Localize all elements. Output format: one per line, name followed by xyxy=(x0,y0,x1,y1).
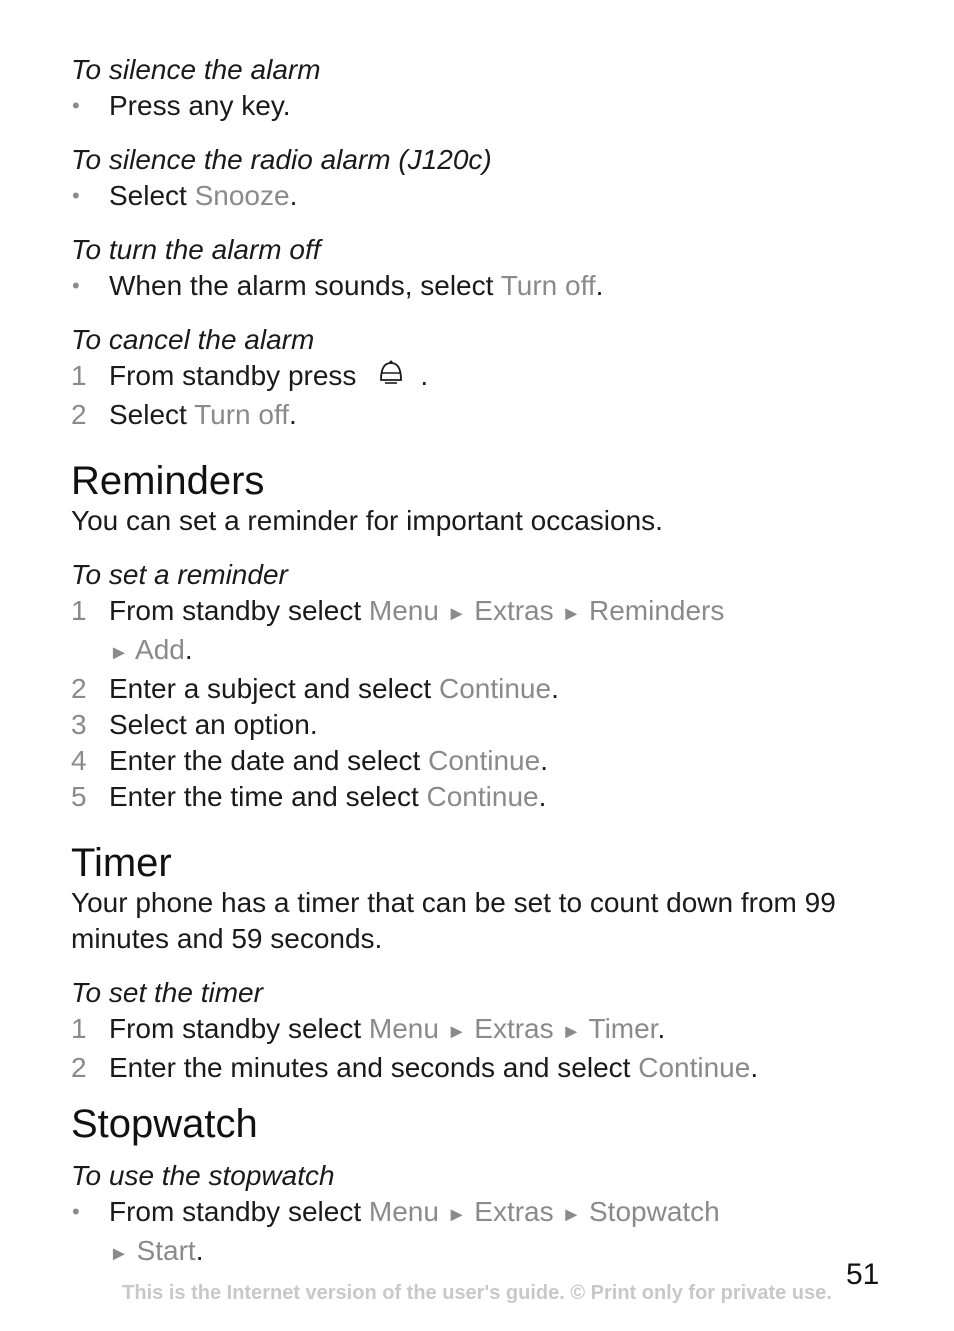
path-arrow-icon: ► xyxy=(561,603,582,625)
step-text: From standby select xyxy=(109,595,369,626)
subheading-silence-alarm: To silence the alarm xyxy=(71,54,321,85)
footer-notice: This is the Internet version of the user's guide. © Print only for private use. xyxy=(122,1282,832,1304)
menu-path-item: Extras xyxy=(474,1196,554,1227)
menu-path-item: Start xyxy=(136,1235,196,1266)
menu-path-item: Extras xyxy=(474,595,554,626)
step-number: 1 xyxy=(71,1013,87,1044)
list-item: 1 From standby press . xyxy=(71,358,871,397)
menu-option-continue: Continue xyxy=(428,745,541,776)
list-item: 1 From standby select Menu ► Extras ► Reminders ► Add. xyxy=(71,595,725,665)
alarm-bell-key-icon xyxy=(376,358,406,397)
step-text: From standby select xyxy=(109,1013,369,1044)
list-item: 2 Enter a subject and select Continue. xyxy=(71,671,871,707)
menu-path-item: Extras xyxy=(474,1013,554,1044)
menu-path-item: Menu xyxy=(368,595,439,626)
subheading-silence-radio: To silence the radio alarm (J120c) xyxy=(71,144,492,175)
list-item: 5 Enter the time and select Continue. xyxy=(71,779,871,815)
menu-path-item: Reminders xyxy=(589,595,725,626)
subheading-use-stopwatch: To use the stopwatch xyxy=(71,1160,335,1191)
bullet-marker: • xyxy=(72,1199,80,1224)
step-text: Enter the time and select xyxy=(109,781,427,812)
step-number: 2 xyxy=(71,673,87,704)
step-text: Select xyxy=(109,399,195,430)
step-text: Enter a subject and select xyxy=(109,673,439,704)
bullet-marker: • xyxy=(72,93,80,118)
step-number: 1 xyxy=(71,595,87,626)
section-heading-stopwatch: Stopwatch xyxy=(71,1102,258,1146)
list-item: 2 Enter the minutes and seconds and select Continue. xyxy=(71,1050,871,1086)
subheading-set-timer: To set the timer xyxy=(71,977,263,1008)
list-item: • Select Snooze. xyxy=(71,178,871,214)
path-arrow-icon: ► xyxy=(446,603,467,625)
step-number: 4 xyxy=(71,745,87,776)
menu-option-snooze: Snooze xyxy=(194,180,290,211)
subheading-turn-off: To turn the alarm off xyxy=(71,234,321,265)
path-arrow-icon: ► xyxy=(109,642,129,664)
step-number: 3 xyxy=(71,709,87,740)
subheading-set-reminder: To set a reminder xyxy=(71,559,288,590)
section-heading-timer: Timer xyxy=(71,841,172,885)
list-item: • From standby select Menu ► Extras ► Stopwatch ► Start. xyxy=(72,1196,720,1266)
list-item: 2 Select Turn off. xyxy=(71,397,871,433)
section-heading-reminders: Reminders xyxy=(71,459,265,503)
step-text: Select xyxy=(109,180,195,211)
step-text: Enter the date and select xyxy=(109,745,429,776)
step-text: From standby press xyxy=(109,360,357,391)
path-arrow-icon: ► xyxy=(446,1021,467,1043)
step-text: From standby select xyxy=(109,1196,369,1227)
subheading-cancel-alarm: To cancel the alarm xyxy=(71,324,315,355)
menu-option-turn-off: Turn off xyxy=(194,399,290,430)
menu-path-item: Menu xyxy=(368,1196,439,1227)
list-item: 4 Enter the date and select Continue. xyxy=(71,743,871,779)
step-text: When the alarm sounds, select xyxy=(109,270,501,301)
page-number: 51 xyxy=(846,1258,880,1291)
menu-path-item: Add xyxy=(135,634,185,665)
step-number: 2 xyxy=(71,399,87,430)
section-intro: You can set a reminder for important occasions. xyxy=(71,505,663,536)
list-item xyxy=(71,707,871,743)
list-item: 1 From standby select Menu ► Extras ► Timer. xyxy=(71,1011,871,1050)
step-number: 2 xyxy=(71,1052,87,1083)
step-text: Enter the minutes and seconds and select xyxy=(109,1052,639,1083)
path-arrow-icon: ► xyxy=(446,1204,467,1226)
section-intro: Your phone has a timer that can be set to count down from 99 minutes and 59 seconds. xyxy=(71,887,836,954)
path-arrow-icon: ► xyxy=(109,1243,129,1265)
menu-path-item: Stopwatch xyxy=(589,1196,720,1227)
path-arrow-icon: ► xyxy=(561,1021,582,1043)
step-text: Press any key. xyxy=(109,90,291,121)
menu-path-item: Menu xyxy=(368,1013,439,1044)
menu-option-continue: Continue xyxy=(426,781,539,812)
path-arrow-icon: ► xyxy=(561,1204,582,1226)
menu-option-continue: Continue xyxy=(438,673,552,704)
bullet-marker: • xyxy=(72,183,80,208)
menu-path-item: Timer xyxy=(588,1013,658,1044)
menu-option-turn-off: Turn off xyxy=(500,270,596,301)
manual-page xyxy=(71,52,871,1272)
step-text: Select an option. xyxy=(109,709,318,740)
menu-option-continue: Continue xyxy=(638,1052,751,1083)
list-item xyxy=(71,88,871,124)
step-number: 5 xyxy=(71,781,87,812)
step-number: 1 xyxy=(71,360,87,391)
list-item: • When the alarm sounds, select Turn off. xyxy=(71,268,871,304)
bullet-marker: • xyxy=(72,273,80,298)
